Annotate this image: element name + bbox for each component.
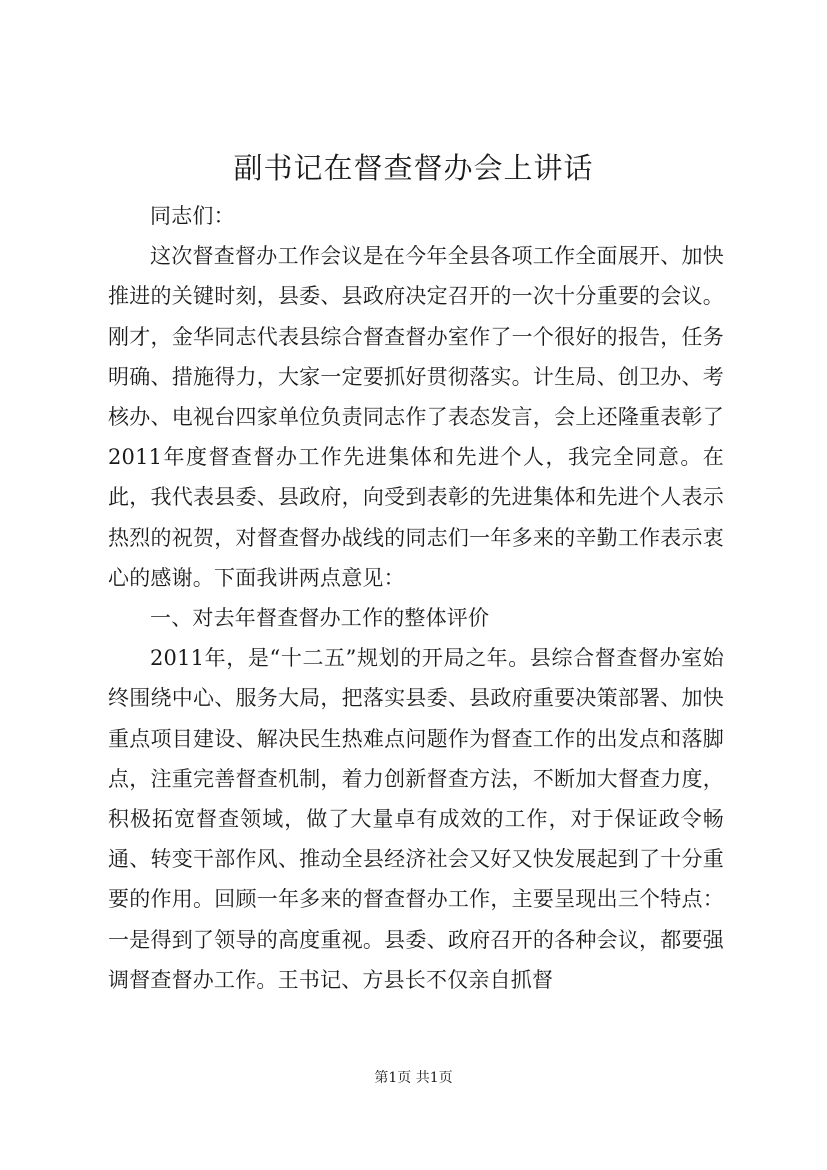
salutation-paragraph: 同志们： bbox=[150, 204, 235, 228]
page-number-footer: 第1页 共1页 bbox=[374, 1070, 453, 1086]
body-paragraph: 这次督查督办工作会议是在今年全县各项工作全面展开、加快推进的关键时刻，县委、县政府决定召开的一次十分重要的会议。刚才，金华同志代表县综合督查督办室作了一个很好的报告，任务明确、措施得力，大家一定要抓好贯彻落实。计生局、创卫办、考核办、电视台四家单位负责同志作了表态发言，会上还隆重表彰了2011年度督查督办工作先进集体和先进个人，我完全同意。在此，我代表县委、县政府，向受到表彰的先进集体和先进个人表示热烈的祝贺，对督查督办战线的同志们一年多来的辛勤工作表示衷心的感谢。下面我讲两点意见： bbox=[108, 244, 724, 590]
section-heading: 一、对去年督查督办工作的整体评价 bbox=[150, 606, 490, 631]
document-title: 副书记在督查督办会上讲话 bbox=[233, 151, 594, 185]
document-body bbox=[108, 196, 724, 1000]
body-paragraph: 2011年，是“十二五”规划的开局之年。县综合督查督办室始终围绕中心、服务大局，把落实县委、县政府重要决策部署、加快重点项目建设、解决民生热难点问题作为督查工作的出发点和落脚点，注重完善督查机制，着力创新督查方法，不断加大督查力度，积极拓宽督查领域，做了大量卓有成效的工作，对于保证政令畅通、转变干部作风、推动全县经济社会又好又快发展起到了十分重要的作用。回顾一年多来的督查督办工作，主要呈现出三个特点：一是得到了领导的高度重视。县委、政府召开的各种会议，都要强调督查督办工作。王书记、方县长不仅亲自抓督 bbox=[108, 646, 724, 992]
